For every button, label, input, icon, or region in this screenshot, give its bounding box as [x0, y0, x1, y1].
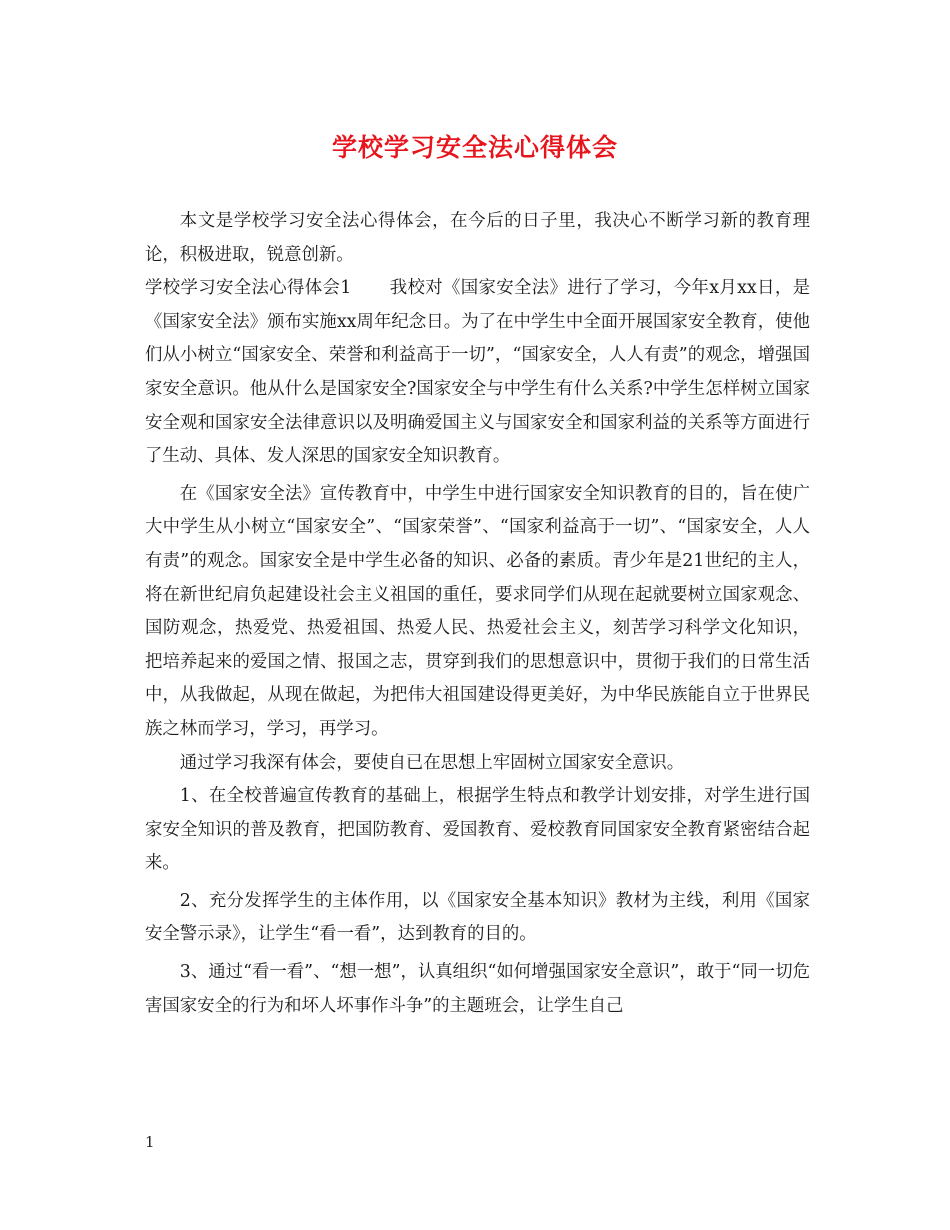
body-paragraph-2: 在《国家安全法》宣传教育中，中学生中进行国家安全知识教育的目的，旨在使广大中学生从小树立“国家安全”、“国家荣誉”、“国家利益高于一切”、“国家安全，人人有责”的观念。国家安全是中学生必备的知识、必备的素质。青少年是21世纪的主人，将在新世纪肩负起建设社会主义祖国的重任，要求同学们从现在起就要树立国家观念、国防观念，热爱党、热爱祖国、热爱人民、热爱社会主义，刻苦学习科学文化知识， 把培养起来的爱国之情、报国之志，贯穿到我们的思想意识中，贯彻于我们的日常生活中，从我做起，从现在做起，为把伟大祖国建设得更美好，为中华民族能自立于世界民族之林而学习，学习，再学习。 — [145, 483, 810, 739]
document-body — [145, 205, 810, 1023]
section-body: 我校对《国家安全法》进行了学习，今年x月xx日，是《国家安全法》颁布实施xx周年纪念日。为了在中学生中全面开展国家安全教育，使他们从小树立“国家安全、荣誉和利益高于一切”，“国家安全，人人有责”的观念，增强国家安全意识。他从什么是国家安全?国家安全与中学生有什么关系?中学生怎样树立国家安全观和国家安全法律意识以及明确爱国主义与国家安全和国家利益的关系等方面进行了生动、具体、发人深思的国家安全知识教育。 — [145, 278, 810, 467]
list-item-1: 1、在全校普遍宣传教育的基础上，根据学生特点和教学计划安排，对学生进行国家安全知识的普及教育，把国防教育、爱国教育、爱校教育同国家安全教育紧密结合起来。 — [145, 786, 810, 874]
list-item-2: 2、充分发挥学生的主体作用，以《国家安全基本知识》教材为主线，利用《国家安全警示录》，让学生“看一看”，达到教育的目的。 — [145, 890, 810, 945]
section-heading: 学校学习安全法心得体会1 — [145, 278, 352, 299]
section-paragraph-1 — [145, 272, 810, 474]
page-number: 1 — [145, 1133, 155, 1151]
document-title: 学校学习安全法心得体会 — [331, 133, 618, 162]
body-paragraph-3: 通过学习我深有体会，要使自已在思想上牢固树立国家安全意识。 — [179, 752, 685, 773]
intro-paragraph: 本文是学校学习安全法心得体会，在今后的日子里，我决心不断学习新的教育理论，积极进取，锐意创新。 — [145, 211, 810, 265]
list-item-3: 3、通过“看一看”、“想一想”，认真组织“如何增强国家安全意识”，敢于“同一切危害国家安全的行为和坏人坏事作斗争”的主题班会，让学生自己 — [145, 962, 810, 1016]
